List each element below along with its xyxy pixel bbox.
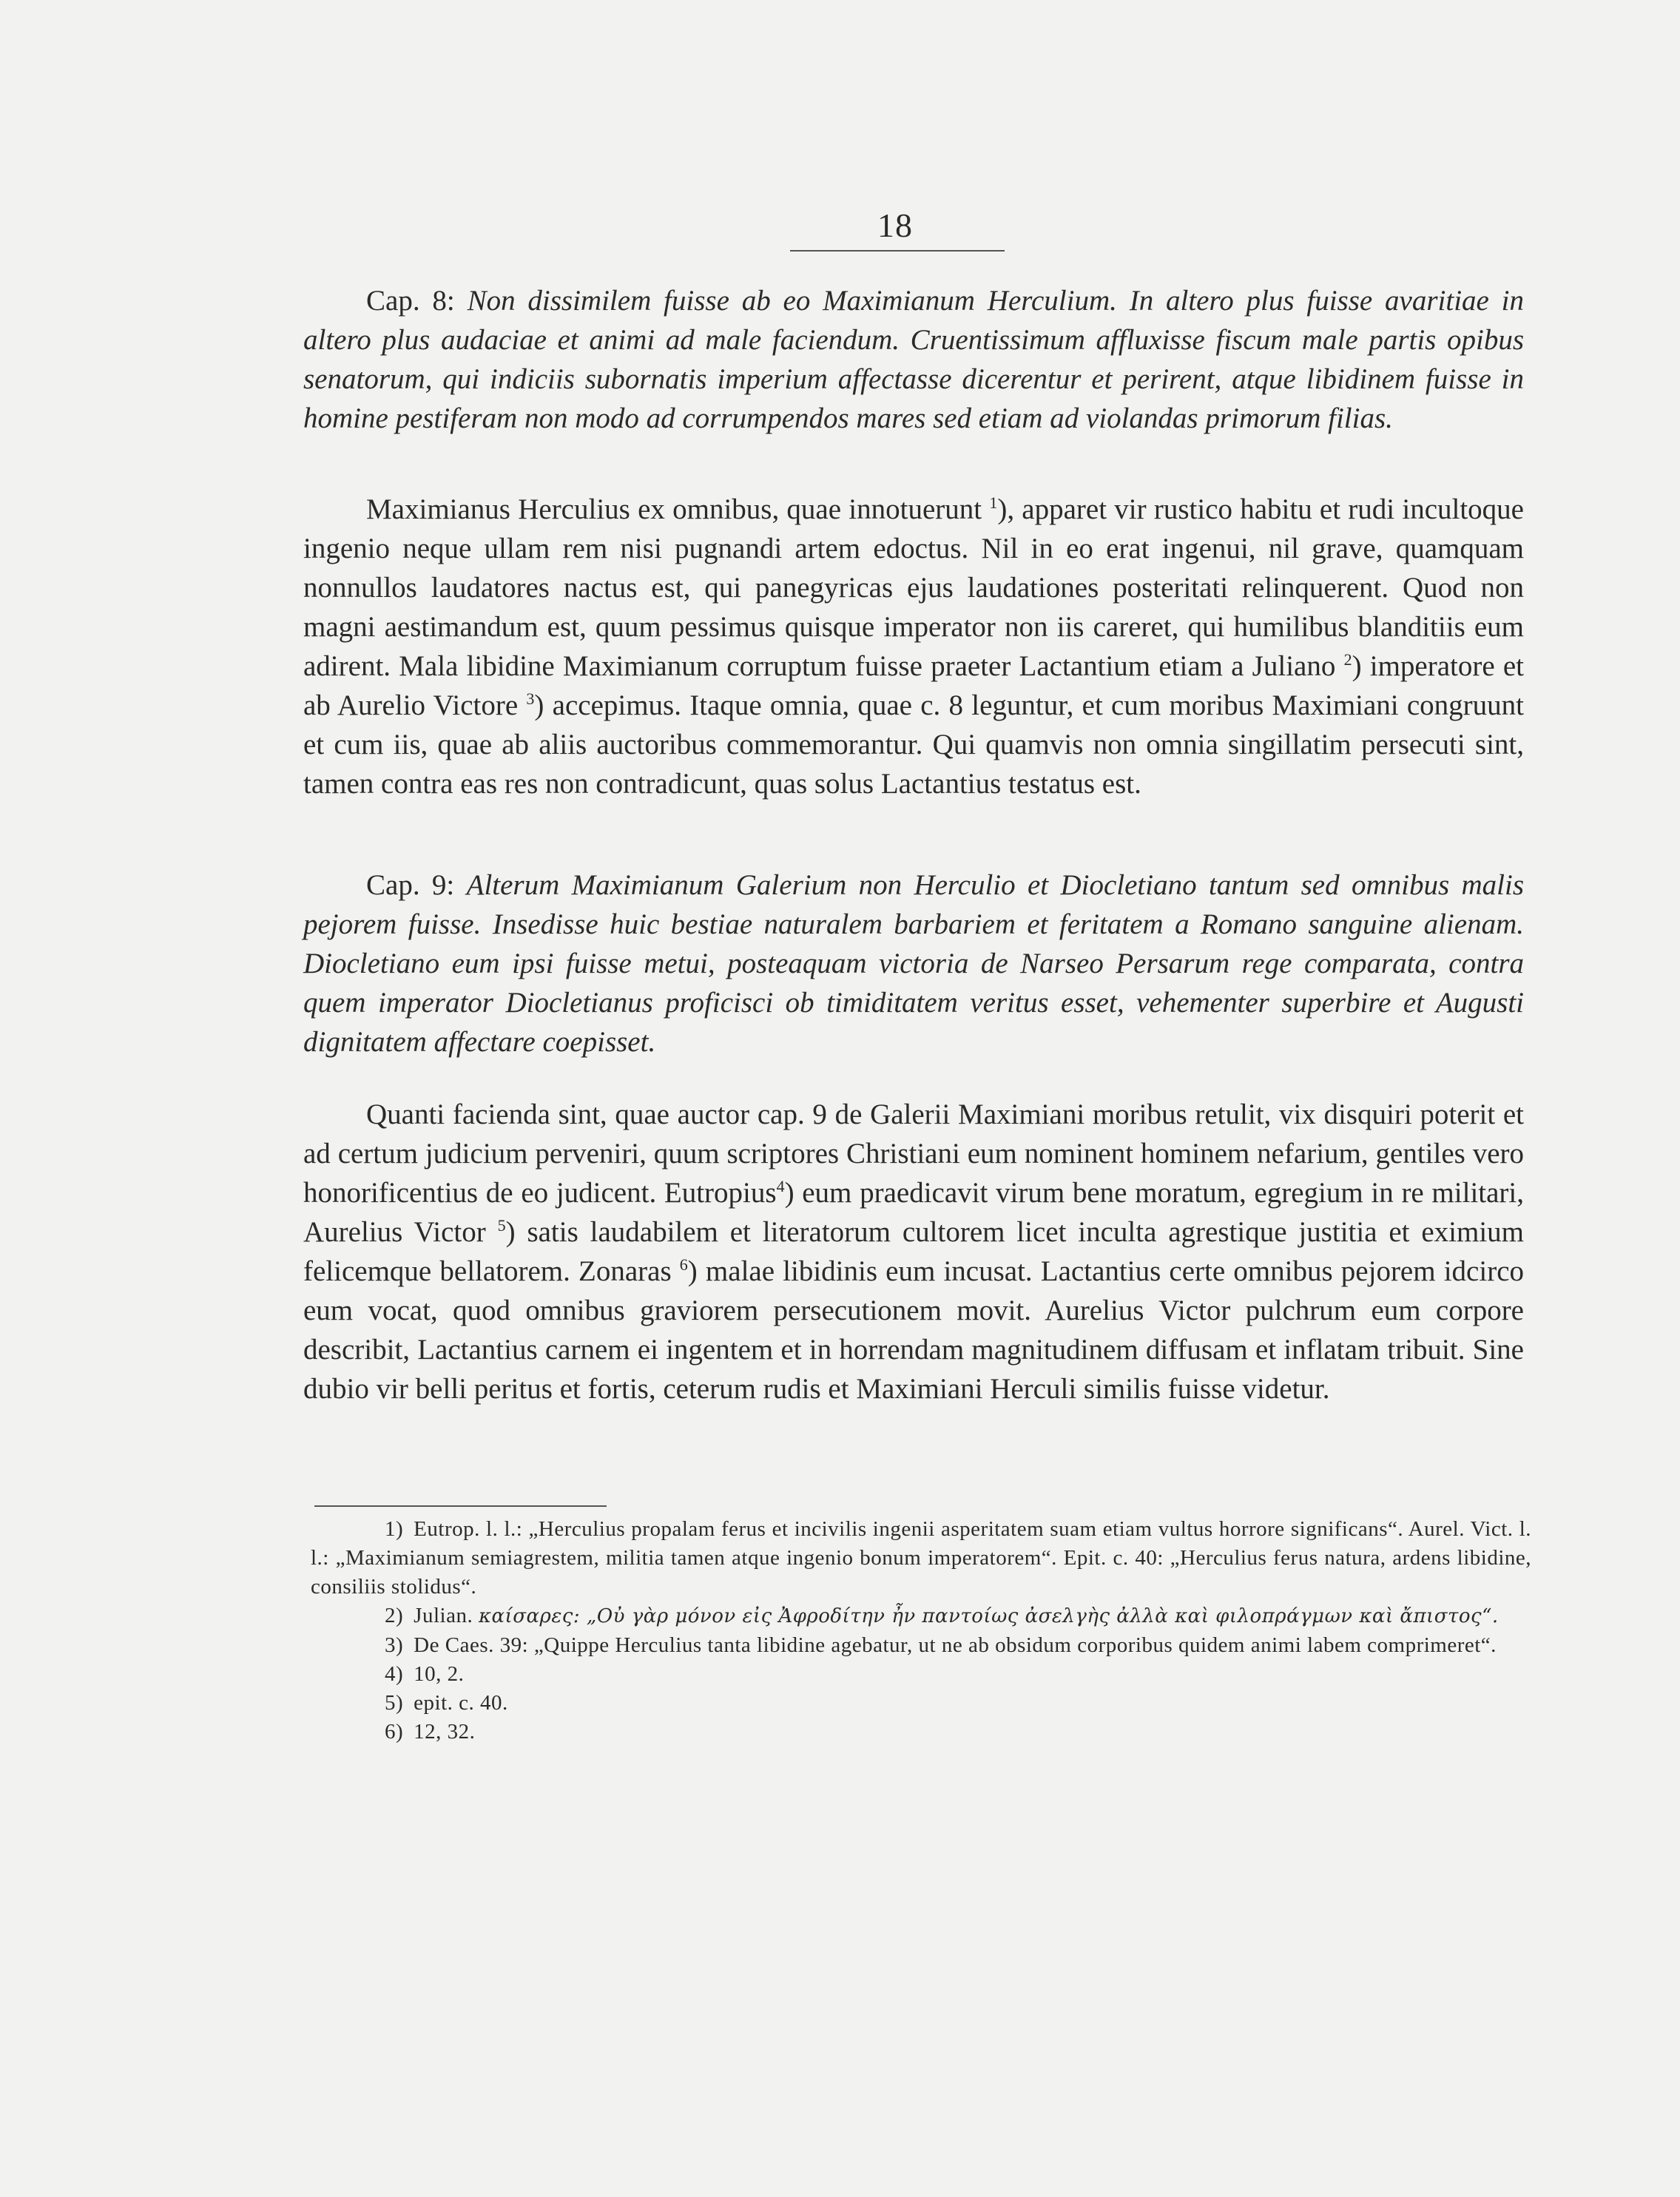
footnote <box>311 1689 1531 1718</box>
chapter-9-summary <box>303 865 1524 1062</box>
footnote-number: 3) <box>385 1633 404 1657</box>
footnotes <box>311 1515 1531 1747</box>
footnote <box>311 1515 1531 1602</box>
para2-part1: Quanti facienda sint, quae auctor cap. 9 de Galerii Maximiani moribus retulit, vix disquiri poterit et ad certum judicium perveniri, quum scriptores Christiani eum nominent hominem nefarium, gentiles vero honorificentius de eo judicent. Eutropius <box>303 1098 1524 1209</box>
footnote-number: 4) <box>385 1662 404 1686</box>
page-number: 18 <box>877 206 913 244</box>
para1-part2: ), apparet vir rustico habitu et rudi incultoque ingenio neque ullam rem nisi pugnandi artem edoctus. Nil in eo erat ingenui, nil grave, quamquam nonnullos laudatores nactus est, qui panegyricas ejus laudationes posteritati relinquerent. Quod non magni aestimandum est, quum pessimus quisque imperator non iis careret, qui humilibus blanditiis eum adirent. Mala libidine Maximianum corruptum fuisse praeter Lactantium etiam a Juliano <box>303 493 1524 682</box>
chapter-8-text: Non dissimilem fuisse ab eo Maximianum Herculium. In altero plus fuisse avaritiae in altero plus audaciae et animi ad male faciendum. Cruentissimum affluxisse fiscum male partis opibus senatorum, qui indiciis subornatis imperium affectasse dicerentur et perirent, atque libidinem fuisse in homine pestiferam non modo ad corrumpendos mares sed etiam ad violandas primorum filias. <box>303 285 1524 434</box>
footnote-ref-4: 4 <box>776 1177 785 1195</box>
footnote-prefix: Julian. <box>414 1604 473 1627</box>
footnote-number: 1) <box>385 1517 404 1541</box>
chapter-8-label: Cap. 8: <box>366 285 455 317</box>
para2-part2: ) eum praedicavit virum bene moratum, egregium in re militari, Aurelius Victor <box>303 1177 1524 1248</box>
footnote <box>311 1631 1531 1660</box>
chapter-9-label: Cap. 9: <box>366 869 455 901</box>
footnote-number: 5) <box>385 1691 404 1715</box>
para1-part1: Maximianus Herculius ex omnibus, quae innotuerunt <box>366 493 982 525</box>
footnote-text: 12, 32. <box>414 1720 476 1744</box>
footnote-rule <box>314 1505 607 1507</box>
footnote <box>311 1602 1531 1631</box>
chapter-9-text: Alterum Maximianum Galerium non Herculio et Diocletiano tantum sed omnibus malis pejorem fuisse. Insedisse huic bestiae naturalem barbariem et feritatem a Romano sanguine alienam. Diocletiano eum ipsi fuisse metui, posteaquam victoria de Narseo Persarum rege comparata, contra quem imperator Diocletianus proficisci ob timiditatem veritus esset, vehementer superbire et Augusti dignitatem affectare coepisset. <box>303 869 1525 1058</box>
footnote-ref-3: 3 <box>526 689 535 708</box>
footnote-text: epit. c. 40. <box>414 1691 508 1715</box>
footnote-number: 2) <box>385 1604 404 1627</box>
commentary-paragraph-2 <box>303 1095 1524 1408</box>
footnote-ref-1: 1 <box>989 493 998 512</box>
para1-part4: ) accepimus. Itaque omnia, quae c. 8 leguntur, et cum moribus Maximiani congruunt et cum iis, quae ab aliis auctoribus commemorantur. Qui quamvis non omnia singillatim persecuti sint, tamen contra eas res non contradicunt, quas solus Lactantius testatus est. <box>303 689 1525 800</box>
footnote-text: 10, 2. <box>414 1662 465 1686</box>
footnote-greek-text: καίσαρες: „Οὐ γὰρ μόνον εἰς Ἀφροδίτην ἦν παντοίως ἀσελγὴς ἀλλὰ καὶ φιλοπράγμων καὶ ἄπιστος“. <box>478 1605 1499 1627</box>
footnote-ref-5: 5 <box>497 1216 506 1235</box>
footnote-number: 6) <box>385 1720 404 1744</box>
footnote <box>311 1718 1531 1747</box>
footnote-ref-6: 6 <box>679 1255 688 1274</box>
footnote-ref-2: 2 <box>1343 650 1352 669</box>
commentary-paragraph-1 <box>303 490 1524 803</box>
footnote-text: Eutrop. l. l.: „Herculius propalam ferus et incivilis ingenii asperitatem suam etiam vultus horrore significans“. Aurel. Vict. l. l.: „Maximianum semiagrestem, militia tamen atque ingenio bonum imperatorem“. Epit. c. 40: „Herculius ferus natura, ardens libidine, consiliis stolidus“. <box>311 1517 1531 1599</box>
chapter-8-summary <box>303 281 1524 438</box>
page-number-rule <box>790 250 1005 252</box>
footnote-text: De Caes. 39: „Quippe Herculius tanta libidine agebatur, ut ne ab obsidum corporibus quidem animi labem comprimeret“. <box>414 1633 1497 1657</box>
para1-part3: ) imperatore et ab Aurelio Victore <box>303 650 1525 721</box>
footnote <box>311 1660 1531 1689</box>
para2-part4: ) malae libidinis eum incusat. Lactantius certe omnibus pejorem idcirco eum vocat, quod omnibus graviorem persecutionem movit. Aurelius Victor pulchrum eum corpore describit, Lactantius carnem ei ingentem et in horrendam magnitudinem diffusam et inflatam tribuit. Sine dubio vir belli peritus et fortis, ceterum rudis et Maximiani Herculi similis fuisse videtur. <box>303 1255 1524 1405</box>
para2-part3: ) satis laudabilem et literatorum cultorem licet inculta agrestique justitia et eximium felicemque bellatorem. Zonaras <box>303 1216 1525 1287</box>
